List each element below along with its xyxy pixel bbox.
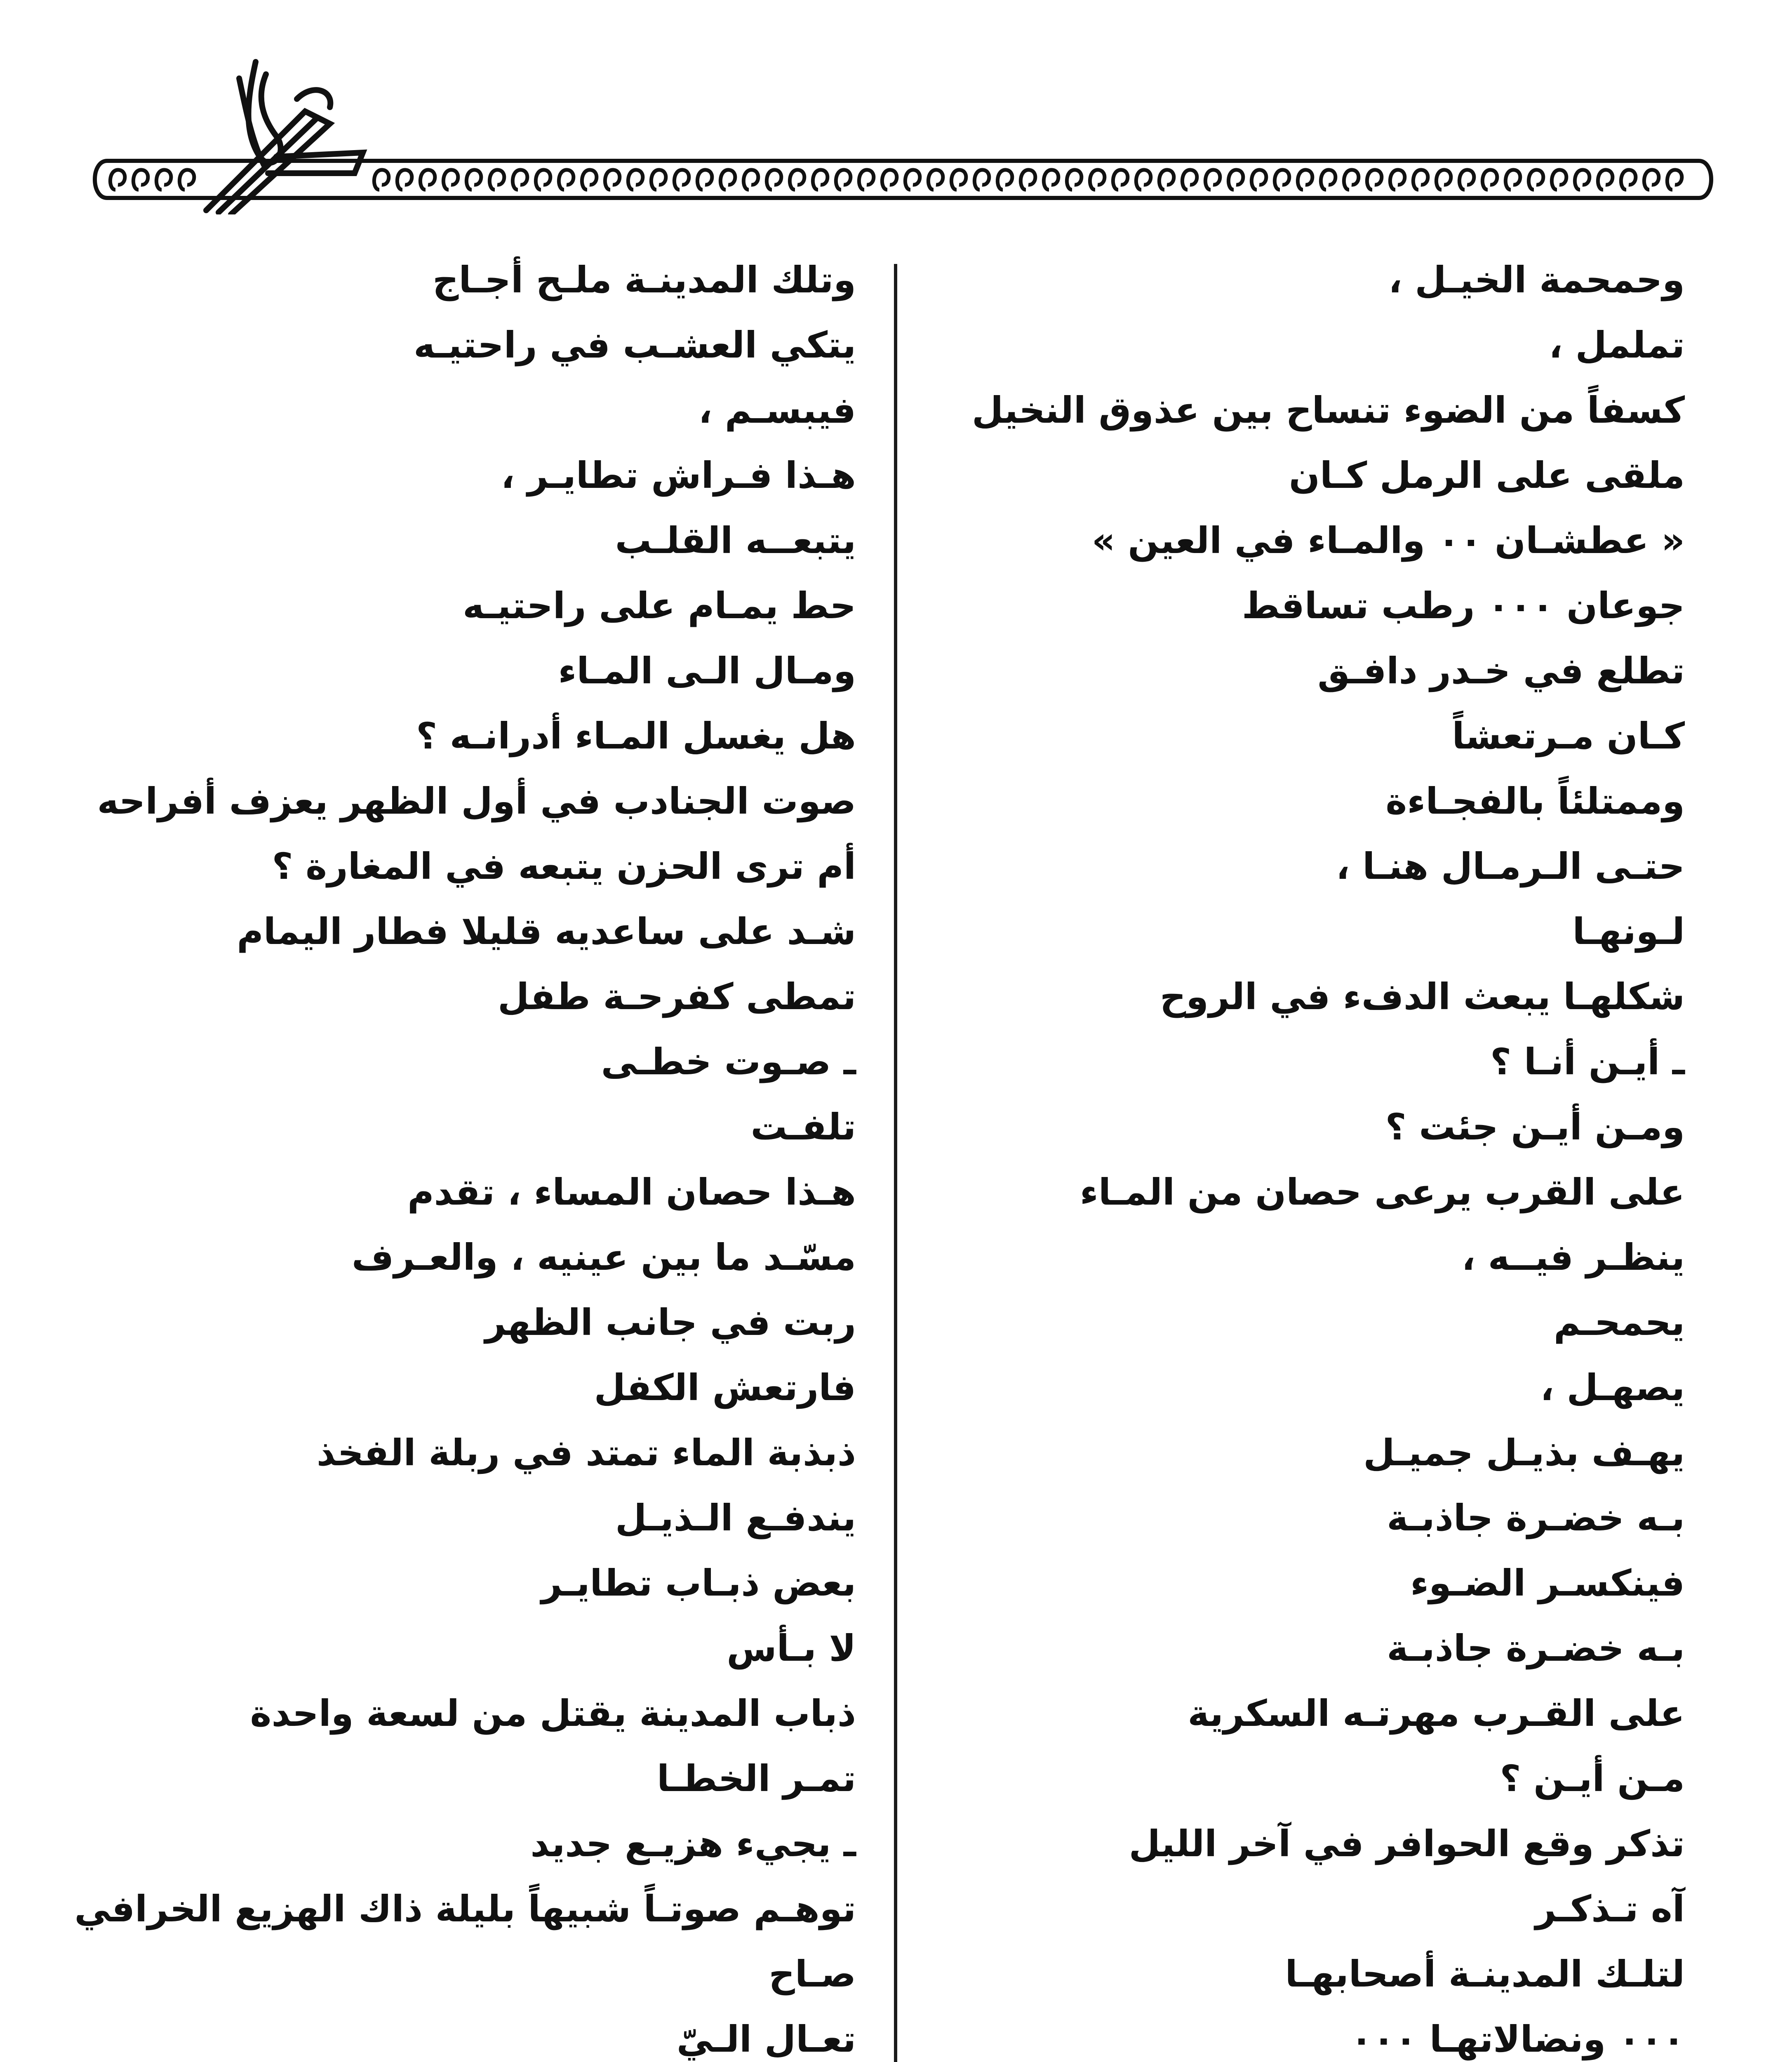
verse-line: بـه خضـرة جاذبـة (1387, 1627, 1685, 1669)
verse-line: هل يغسل المـاء أدرانـه ؟ (416, 715, 856, 757)
verse-line: صوت الجنادب في أول الظهر يعزف أفراحه (97, 780, 856, 822)
verse-line: فينكسـر الضـوء (1410, 1562, 1685, 1604)
verse-line: هـذا فـراش تطايـر ، (501, 454, 856, 497)
verse-line: صـاح (769, 1953, 856, 1995)
verse-line: فارتعش الكفل (594, 1366, 856, 1409)
verse-line: شـد على ساعديه قليلا فطار اليمام (237, 910, 856, 953)
verse-line: تمطى كفرحـة طفل (498, 975, 856, 1018)
verse-line: ربت في جانب الظهر (485, 1301, 856, 1344)
verse-line: لتلـك المدينـة أصحابهـا (1285, 1953, 1685, 1995)
column-divider (894, 264, 897, 2062)
verse-line: مسّـد ما بين عينيه ، والعـرف (351, 1236, 856, 1278)
verse-line: يندفـع الـذيـل (615, 1497, 856, 1539)
verse-line: توهـم صوتـاً شبيهاً بليلة ذاك الهزيع الخرافي (74, 1888, 856, 1930)
verse-line: « عطشـان ٠٠ والمـاء في العين » (1091, 519, 1685, 562)
verse-line: مـن أيـن ؟ (1500, 1757, 1685, 1800)
verse-line: بعض ذبـاب تطايـر (541, 1562, 856, 1604)
verse-line: يتبعــه القلـب (615, 519, 856, 562)
verse-line: يصهـل ، (1540, 1366, 1685, 1409)
verse-line: حتـى الـرمـال هنـا ، (1336, 845, 1685, 887)
verse-line: ذباب المدينة يقتل من لسعة واحدة (250, 1692, 856, 1735)
verse-line: على القرب يرعى حصان من المـاء (1079, 1171, 1685, 1213)
verse-line: بـه خضـرة جاذبـة (1387, 1497, 1685, 1539)
verse-line: لـونهـا (1572, 910, 1685, 953)
verse-line: تذكر وقع الحوافر في آخر الليل (1129, 1822, 1685, 1865)
verse-line: ومـال الـى المـاء (558, 650, 856, 692)
verse-line: تمـر الخطـا (657, 1757, 856, 1800)
header-ornament (82, 49, 1724, 214)
verse-line: جوعان ٠٠٠ رطب تساقط (1242, 584, 1685, 627)
pen-ornament-icon (206, 62, 363, 214)
verse-line: يتكي العشـب في راحتيـه (414, 324, 856, 366)
verse-line: لا بـأس (727, 1627, 856, 1669)
verse-line: كـان مـرتعشاً (1452, 715, 1685, 757)
verse-line: ـ يجيء هزيـع جديد (530, 1822, 856, 1865)
verse-line: وممتلئاً بالفجـاءة (1385, 780, 1685, 822)
verse-line: ملقى على الرمل كـان (1289, 454, 1685, 497)
verse-line: ٠٠٠ ونضالاتهـا ٠٠٠ (1350, 2018, 1685, 2060)
verse-line: وحمحمة الخيـل ، (1388, 259, 1685, 301)
verse-line: شكلهـا يبعث الدفء في الروح (1159, 975, 1685, 1018)
verse-line: تعـال الـيّ (676, 2018, 856, 2060)
verse-line: آه تـذكـر (1535, 1888, 1685, 1930)
verse-line: ذبذبة الماء تمتد في ربلة الفخذ (316, 1431, 856, 1474)
verse-line: ومـن أيـن جئت ؟ (1385, 1106, 1685, 1148)
verse-line: هـذا حصان المساء ، تقدم (407, 1171, 856, 1213)
verse-line: وتلك المدينـة ملـح أجـاج (433, 259, 856, 301)
verse-line: تململ ، (1549, 324, 1685, 366)
verse-line: ـ صـوت خطـى (601, 1040, 856, 1083)
verse-line: أم ترى الحزن يتبعه في المغارة ؟ (272, 845, 856, 887)
verse-line: فيبسـم ، (698, 389, 856, 431)
verse-line: يهـف بذيـل جميـل (1363, 1431, 1685, 1474)
right-poem-column (901, 247, 1685, 2062)
verse-line: ينظـر فيــه ، (1461, 1236, 1685, 1278)
verse-line: كسفاً من الضوء تنساح بين عذوق النخيل (971, 389, 1685, 431)
verse-line: ـ أيـن أنـا ؟ (1490, 1040, 1685, 1083)
verse-line: يحمحـم (1554, 1301, 1685, 1344)
decorative-band (95, 161, 1711, 198)
verse-line: على القـرب مهرتـه السكرية (1188, 1692, 1685, 1735)
verse-line: تطلع في خـدر دافـق (1317, 650, 1685, 692)
verse-line: تلفـت (750, 1106, 856, 1148)
verse-line: حط يمـام على راحتيـه (463, 584, 856, 627)
left-poem-column (74, 247, 856, 2062)
